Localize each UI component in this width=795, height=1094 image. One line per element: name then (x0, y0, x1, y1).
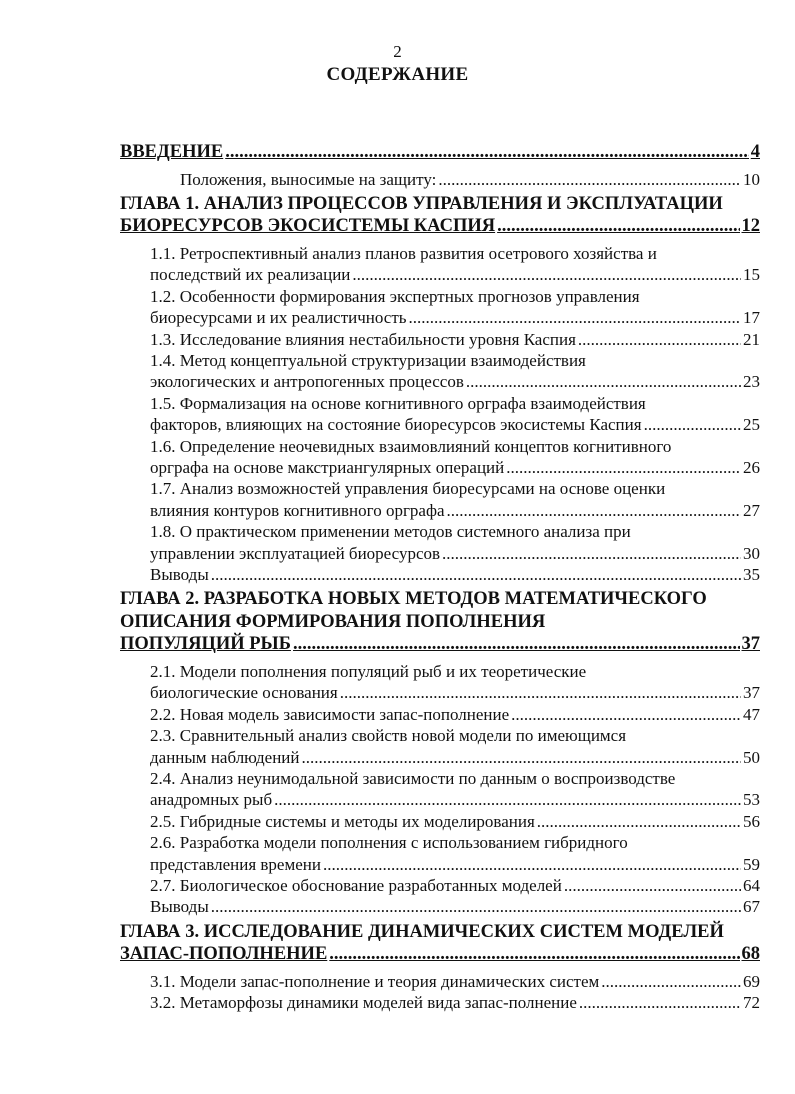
dot-leader (409, 307, 741, 328)
toc-page-number: 4 (750, 142, 760, 162)
toc-entry-title: представления времени (150, 854, 321, 874)
toc-entry-title: 1.3. Исследование влияния нестабильности уровня Каспия (150, 329, 576, 349)
toc-entry-title: 2.7. Биологическое обоснование разработанных моделей (150, 875, 562, 895)
toc-entry-title-line: 1.4. Метод концептуальной структуризации взаимодействия (150, 350, 586, 370)
toc-entry-title: управлении эксплуатацией биоресурсов (150, 543, 441, 563)
dot-leader (438, 169, 741, 190)
toc-entry-title-line: 2.4. Анализ неунимодальной зависимости по данным о воспроизводстве (150, 768, 676, 788)
toc-section-entry (120, 286, 760, 329)
toc-entry-title: Выводы (150, 565, 209, 584)
toc-page-number: 17 (743, 308, 760, 328)
toc-section-entry (120, 436, 760, 479)
toc-chapter-entry (120, 193, 760, 238)
toc-page-number: 27 (743, 500, 760, 520)
toc-entry-title-line: 1.2. Особенности формирования экспертных прогнозов управления (150, 286, 640, 306)
toc-page-number: 64 (743, 875, 760, 895)
toc-section-entry (120, 832, 760, 875)
toc-entry-title-line: 1.5. Формализация на основе когнитивного орграфа взаимодействия (150, 393, 646, 413)
toc-page-number: 30 (743, 543, 760, 563)
dot-leader (329, 943, 739, 966)
toc-page-number: 47 (743, 704, 760, 724)
toc-entry-title: данным наблюдений (150, 747, 300, 767)
toc-entry-title: ПОПУЛЯЦИЙ РЫБ (120, 634, 291, 655)
toc-entry-title-line: 1.1. Ретроспективный анализ планов развития осетрового хозяйства и (150, 243, 657, 263)
toc-entry-title: орграфа на основе макстриангулярных операций (150, 457, 505, 477)
toc-entry-title-line: 1.8. О практическом применении методов системного анализа при (150, 522, 631, 542)
toc-entry-title: последствий их реализации (150, 265, 351, 285)
toc-entry-title: биоресурсами и их реалистичность (150, 308, 407, 328)
toc-page-number: 37 (741, 634, 760, 655)
toc-page-number: 69 (743, 971, 760, 991)
toc-entry-title: 2.5. Гибридные системы и методы их моделирования (150, 811, 535, 831)
toc-section-entry (120, 329, 760, 350)
page-number: 2 (393, 42, 402, 61)
dot-leader (601, 971, 741, 992)
dot-leader (644, 414, 741, 435)
dot-leader (466, 371, 741, 392)
toc-section-entry (120, 875, 760, 896)
toc-entry-title-line: 1.7. Анализ возможностей управления биоресурсами на основе оценки (150, 479, 666, 499)
dot-leader (564, 875, 741, 896)
toc-section-entry (120, 350, 760, 393)
toc-entry-title: 2.2. Новая модель зависимости запас-пополнение (150, 704, 510, 724)
toc-page-number: 25 (743, 415, 760, 435)
toc-section-entry (120, 971, 760, 992)
toc-section-entry (120, 169, 760, 190)
dot-leader (340, 682, 741, 703)
toc-entry-title: анадромных рыб (150, 790, 273, 810)
toc-entry-title: Выводы (150, 897, 209, 917)
toc-section-entry (120, 768, 760, 811)
toc-section-entry (120, 478, 760, 521)
toc-entry-title-line: 2.1. Модели пополнения популяций рыб и их теоретические (150, 661, 587, 681)
toc-entry-title: влияния контуров когнитивного орграфа (150, 500, 445, 520)
toc-page-number: 15 (743, 265, 760, 285)
toc-page-number: 53 (743, 790, 760, 810)
toc-section-entry (120, 811, 760, 832)
toc-section-entry (120, 725, 760, 768)
toc-section-entry (120, 564, 760, 585)
toc-page-number: 35 (743, 565, 760, 584)
dot-leader (302, 747, 742, 768)
toc-section-entry (120, 661, 760, 704)
toc-entry-title-line: 2.6. Разработка модели пополнения с использованием гибридного (150, 833, 628, 853)
dot-leader (352, 264, 741, 285)
table-of-contents (120, 138, 760, 1014)
toc-chapter-entry (120, 141, 760, 164)
toc-page-number: 37 (743, 683, 760, 703)
toc-entry-title: ЗАПАС-ПОПОЛНЕНИЕ (120, 944, 328, 965)
toc-entry-title-line: ОПИСАНИЯ ФОРМИРОВАНИЯ ПОПОЛНЕНИЯ (120, 611, 546, 632)
toc-section-entry (120, 243, 760, 286)
dot-leader (293, 633, 740, 656)
dot-leader (447, 500, 741, 521)
toc-page-number: 23 (743, 372, 760, 392)
toc-entry-title: БИОРЕСУРСОВ ЭКОСИСТЕМЫ КАСПИЯ (120, 216, 496, 237)
dot-leader (506, 457, 741, 478)
toc-page-number: 67 (743, 897, 760, 917)
toc-entry-title: 3.2. Метаморфозы динамики моделей вида запас-полнение (150, 993, 577, 1013)
toc-entry-title-line: 1.6. Определение неочевидных взаимовлияний концептов когнитивного (150, 436, 672, 456)
toc-entry-title: биологические основания (150, 683, 338, 703)
toc-entry-title-line: ГЛАВА 2. РАЗРАБОТКА НОВЫХ МЕТОДОВ МАТЕМАТИЧЕСКОГО (120, 589, 707, 610)
toc-section-entry (120, 521, 760, 564)
toc-page-number: 72 (743, 993, 760, 1013)
page-title: СОДЕРЖАНИЕ (326, 64, 469, 85)
toc-page-number: 68 (741, 944, 760, 965)
toc-entry-title-line: ГЛАВА 3. ИССЛЕДОВАНИЕ ДИНАМИЧЕСКИХ СИСТЕМ МОДЕЛЕЙ (120, 921, 724, 942)
toc-entry-title: экологических и антропогенных процессов (150, 372, 464, 392)
toc-chapter-entry (120, 921, 760, 966)
toc-section-entry (120, 393, 760, 436)
toc-entry-title: 3.1. Модели запас-пополнение и теория динамических систем (150, 971, 600, 991)
toc-chapter-entry (120, 588, 760, 656)
dot-leader (442, 543, 741, 564)
dot-leader (211, 564, 741, 585)
toc-page-number: 10 (743, 169, 760, 189)
dot-leader (274, 789, 741, 810)
toc-page-number: 59 (743, 854, 760, 874)
toc-page-number: 12 (741, 216, 760, 237)
dot-leader (537, 811, 741, 832)
toc-entry-title: ВВЕДЕНИЕ (120, 142, 224, 162)
toc-page-number: 21 (743, 329, 760, 349)
toc-section-entry (120, 992, 760, 1013)
toc-entry-title: факторов, влияющих на состояние биоресурсов экосистемы Каспия (150, 415, 642, 435)
dot-leader (225, 141, 749, 164)
toc-page-number: 26 (743, 457, 760, 477)
dot-leader (323, 854, 741, 875)
dot-leader (579, 992, 741, 1013)
toc-entry-title-line: ГЛАВА 1. АНАЛИЗ ПРОЦЕССОВ УПРАВЛЕНИЯ И ЭКСПЛУАТАЦИИ (120, 193, 723, 214)
toc-section-entry (120, 896, 760, 917)
toc-page-number: 50 (743, 747, 760, 767)
dot-leader (497, 215, 739, 238)
dot-leader (511, 704, 741, 725)
toc-entry-title-line: 2.3. Сравнительный анализ свойств новой модели по имеющимся (150, 726, 627, 746)
toc-entry-title: Положения, выносимые на защиту: (180, 169, 437, 189)
dot-leader (211, 896, 741, 917)
dot-leader (578, 329, 741, 350)
toc-section-entry (120, 704, 760, 725)
toc-page-number: 56 (743, 811, 760, 831)
